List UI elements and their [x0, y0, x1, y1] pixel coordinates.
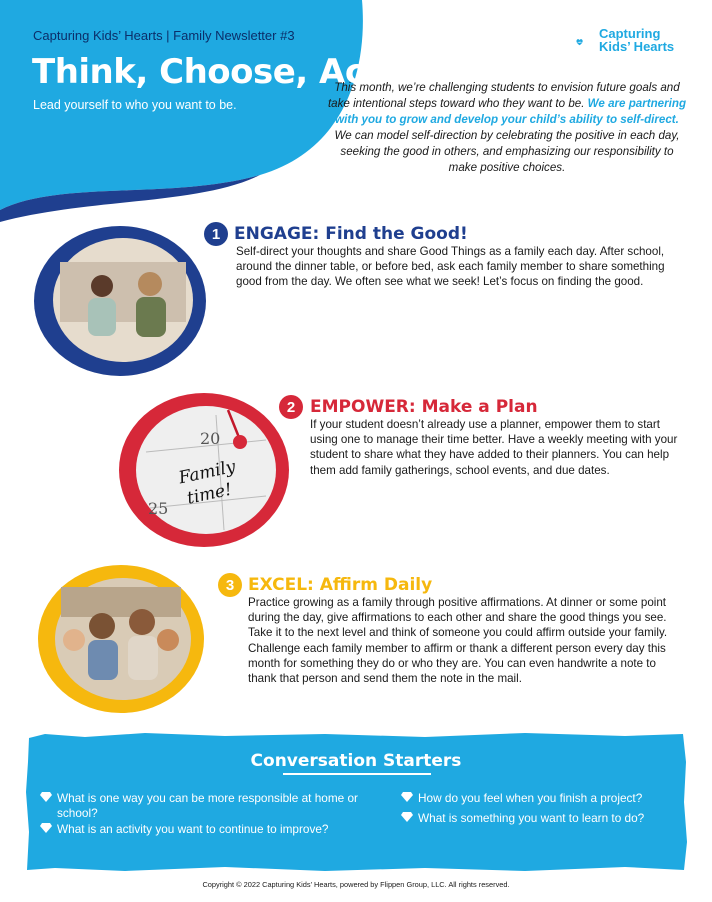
question-text: What is one way you can be more responsible at home or school? [57, 791, 358, 820]
newsletter-series: Capturing Kids’ Hearts | Family Newsletter #3 [33, 28, 295, 43]
question-text: What is an activity you want to continue to improve? [57, 822, 329, 836]
section-1-number: 1 [204, 222, 228, 246]
section-3-number: 3 [218, 573, 242, 597]
logo-wordmark [599, 27, 674, 53]
calendar-note-line-1: Family [177, 456, 238, 489]
logo-mark: ckh [577, 41, 582, 44]
section-1-body: Self-direct your thoughts and share Good Things as a family each day. After school, around the dinner table, or before bed, ask each family member to share something good from the day. We often see what we seek! Let’s focus on finding the good. [236, 245, 665, 289]
calendar-note-line-2: time! [185, 479, 234, 509]
gem-bullet-icon [401, 812, 413, 822]
conversation-title: Conversation Starters [250, 751, 462, 771]
question-text: What is something you want to learn to do? [418, 811, 645, 825]
question-item [418, 791, 678, 806]
conversation-title-underline [283, 773, 431, 775]
section-2-body: If your student doesn’t already use a planner, empower them to start using one to manage their time better. Have a weekly meeting with your student to share what they have added to their planners. You can help them add family gatherings, school events, and due dates. [310, 418, 678, 477]
section-1-title: ENGAGE: Find the Good! [234, 224, 468, 244]
intro-paragraph [326, 80, 688, 176]
calendar-date-bottom: 25 [148, 499, 169, 518]
tagline: Lead yourself to who you want to be. [33, 98, 237, 112]
calendar-date-top: 20 [200, 429, 221, 448]
intro-part-2: We can model self-direction by celebrating the positive in each day, seeking the good in others, and emphasizing our responsibility to make positive choices. [334, 129, 680, 174]
section-2-number: 2 [279, 395, 303, 419]
gem-bullet-icon [40, 823, 52, 833]
section-1-photo [30, 222, 210, 380]
logo-line-2: Kids’ Hearts [599, 39, 675, 54]
gem-bullet-icon [40, 792, 52, 802]
intro-highlight: We are partnering with you to grow and develop your child’s ability to self-direct. [335, 97, 687, 126]
logo-line-1: Capturing [599, 26, 661, 41]
question-text: How do you feel when you finish a project? [418, 791, 643, 805]
intro-part-1: This month, we’re challenging students to envision future goals and take intentional steps toward who they want to be. [327, 81, 680, 110]
gem-bullet-icon [401, 792, 413, 802]
question-item [57, 791, 377, 821]
section-2-photo [116, 390, 292, 550]
copyright-footer: Copyright © 2022 Capturing Kids’ Hearts, powered by Flippen Group, LLC. All rights reserved. [202, 880, 510, 889]
section-3-body: Practice growing as a family through positive affirmations. At dinner or some point during the day, give affirmations to each other and share the good things you see. Take it to the next level and think of someone you could affirm outside your family. Challenge each family member to affirm or thank a different person every day this month for something they do or who they are. You can even handwrite a note to thank that person and send them the note in the mail. [248, 596, 668, 686]
question-item [57, 822, 377, 837]
section-2-title: EMPOWER: Make a Plan [310, 397, 538, 417]
section-3-photo [36, 562, 206, 716]
page-title: Think, Choose, Act [32, 52, 381, 92]
question-item [418, 811, 678, 826]
section-3-title: EXCEL: Affirm Daily [248, 575, 433, 595]
